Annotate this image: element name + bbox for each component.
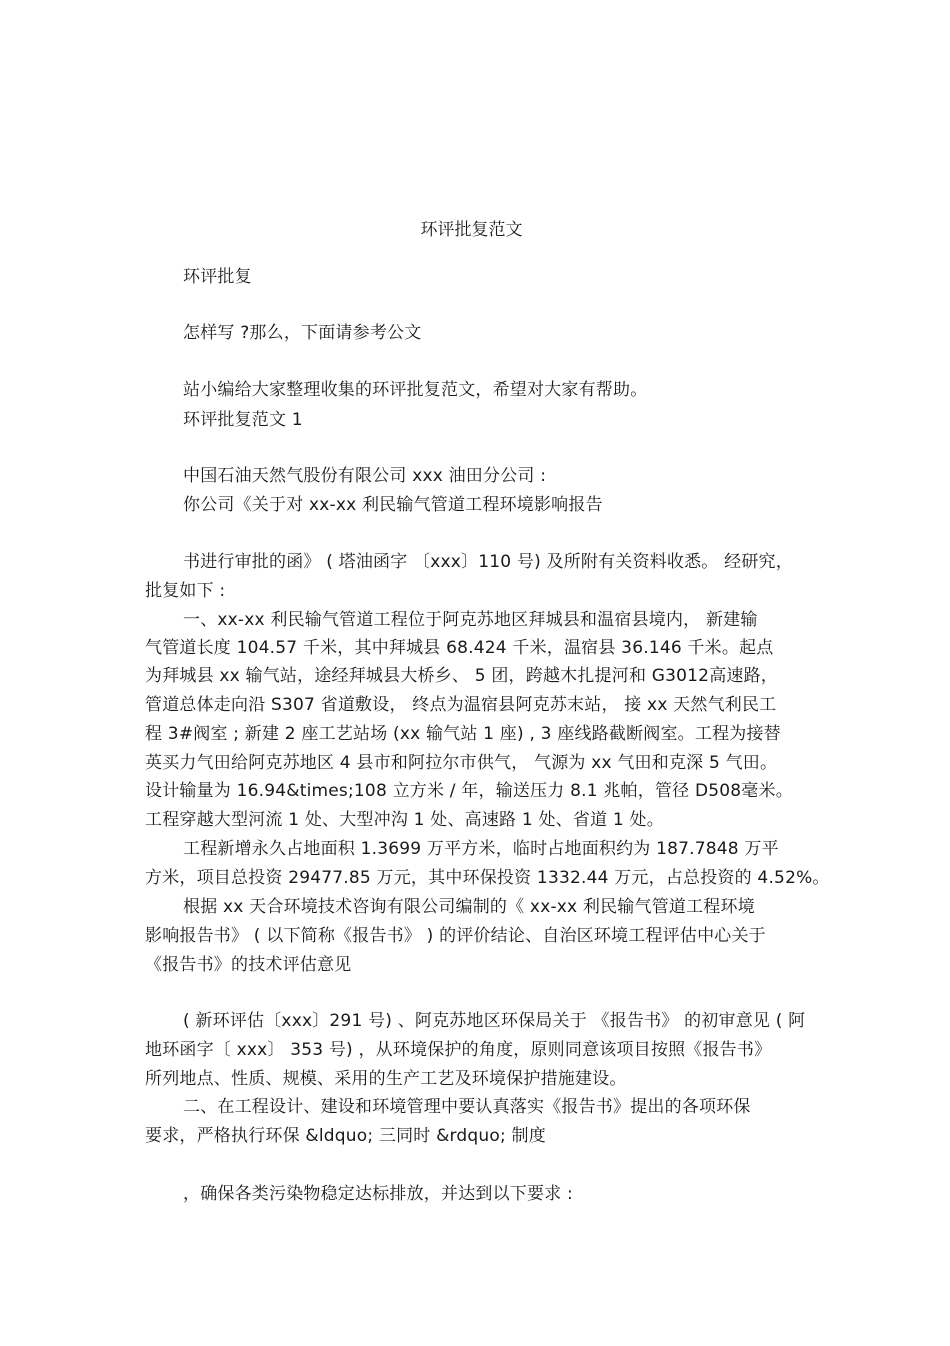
paragraph-line: 根据 xx 天合环境技术咨询有限公司编制的《 xx-xx 利民输气管道工程环境 [183,897,755,917]
paragraph-line: 书进行审批的函》 ( 塔油函字 〔xxx〕110 号) 及所附有关资料收悉。 经研究， [183,552,793,572]
paragraph-line: 《报告书》的技术评估意见 [145,955,352,975]
paragraph-line: 英买力气田给阿克苏地区 4 县市和阿拉尔市供气， 气源为 xx 气田和克深 5 气田。 [145,753,778,773]
paragraph-line: 程 3#阀室 ; 新建 2 座工艺站场 (xx 输气站 1 座) , 3 座线路截断阀室。工程为接替 [145,724,781,744]
paragraph-line: 工程新增永久占地面积 1.3699 万平方米，临时占地面积约为 187.7848 万平 [183,839,779,859]
paragraph-line: 设计输量为 16.94&times;108 立方米 / 年，输送压力 8.1 兆帕，管径 D508毫米。 [145,781,793,801]
paragraph-line: 地环函字〔 xxx〕 353 号) ，从环境保护的角度，原则同意该项目按照《报告书》 [145,1040,772,1060]
paragraph-line: 环评批复范文 1 [183,410,303,430]
paragraph-line: 中国石油天然气股份有限公司 xxx 油田分公司 : [183,466,547,486]
document-title: 环评批复范文 [420,220,523,240]
paragraph-line: 站小编给大家整理收集的环评批复范文，希望对大家有帮助。 [183,380,648,400]
paragraph-line: ( 新环评估〔xxx〕291 号) 、阿克苏地区环保局关于 《报告书》 的初审意见 ( 阿 [183,1011,806,1031]
paragraph-line: 怎样写 ?那么，下面请参考公文 [183,323,422,343]
paragraph-line: 所列地点、性质、规模、采用的生产工艺及环境保护措施建设。 [145,1069,627,1089]
paragraph-line: 要求，严格执行环保 &ldquo; 三同时 &rdquo; 制度 [145,1126,546,1146]
paragraph-line: 环评批复 [183,267,252,287]
paragraph-line: 影响报告书》 ( 以下简称《报告书》 ) 的评价结论、自治区环境工程评估中心关于 [145,926,766,946]
paragraph-line: 气管道长度 104.57 千米，其中拜城县 68.424 千米，温宿县 36.146 千米。起点 [145,638,774,658]
paragraph-line: ，确保各类污染物稳定达标排放，并达到以下要求 : [183,1184,573,1204]
paragraph-line: 二、在工程设计、建设和环境管理中要认真落实《报告书》提出的各项环保 [183,1097,751,1117]
paragraph-line: 管道总体走向沿 S307 省道敷设， 终点为温宿县阿克苏末站， 接 xx 天然气利民工 [145,695,777,715]
paragraph-line: 批复如下 : [145,581,226,601]
paragraph-line: 为拜城县 xx 输气站，途经拜城县大桥乡、 5 团，跨越木扎提河和 G3012高速路， [145,666,778,686]
paragraph-line: 一、xx-xx 利民输气管道工程位于阿克苏地区拜城县和温宿县境内， 新建输 [183,610,758,630]
paragraph-line: 你公司《关于对 xx-xx 利民输气管道工程环境影响报告 [183,495,603,515]
paragraph-line: 工程穿越大型河流 1 处、大型冲沟 1 处、高速路 1 处、省道 1 处。 [145,810,664,830]
paragraph-line: 方米，项目总投资 29477.85 万元，其中环保投资 1332.44 万元，占总投资的 4.52%。 [145,868,830,888]
